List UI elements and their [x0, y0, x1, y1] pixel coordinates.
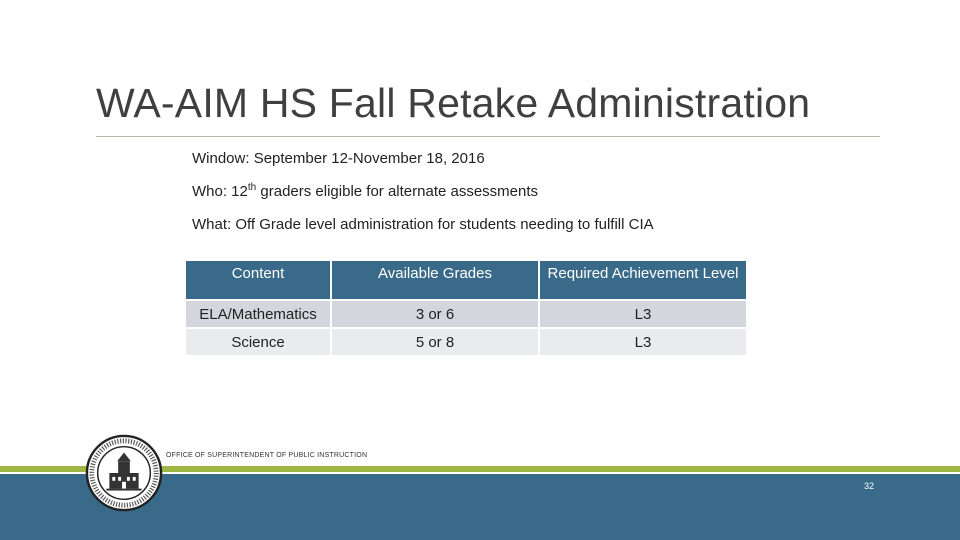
ospi-seal-icon [85, 434, 163, 512]
cell-level: L3 [540, 301, 746, 327]
window-value: September 12-November 18, 2016 [249, 150, 485, 167]
header-content: Content [186, 261, 330, 299]
window-key: Window: [192, 150, 250, 167]
who-key: Who: [192, 183, 228, 200]
what-value: Off Grade level administration for students needing to fulfill CIA [231, 216, 654, 233]
header-required-level: Required Achievement Level [540, 261, 746, 299]
table-row [186, 329, 746, 355]
who-value-suffix: graders eligible for alternate assessments [256, 183, 539, 200]
cell-content: Science [186, 329, 330, 355]
cell-content: ELA/Mathematics [186, 301, 330, 327]
header-available-grades: Available Grades [332, 261, 538, 299]
table-header-row [186, 261, 746, 299]
window-line [192, 150, 485, 167]
cell-level: L3 [540, 329, 746, 355]
table-row [186, 301, 746, 327]
what-line [192, 216, 654, 233]
who-value-prefix: 12 [227, 183, 248, 200]
who-superscript: th [247, 182, 257, 193]
cell-grades: 5 or 8 [332, 329, 538, 355]
title-divider [96, 136, 880, 137]
page-number: 32 [864, 481, 875, 491]
cell-grades: 3 or 6 [332, 301, 538, 327]
what-key: What: [192, 216, 232, 233]
assessment-table [184, 259, 748, 357]
footer-organization: OFFICE OF SUPERINTENDENT OF PUBLIC INSTRUCTION [166, 452, 368, 459]
slide-title: WA-AIM HS Fall Retake Administration [96, 80, 811, 126]
who-line [192, 182, 538, 200]
